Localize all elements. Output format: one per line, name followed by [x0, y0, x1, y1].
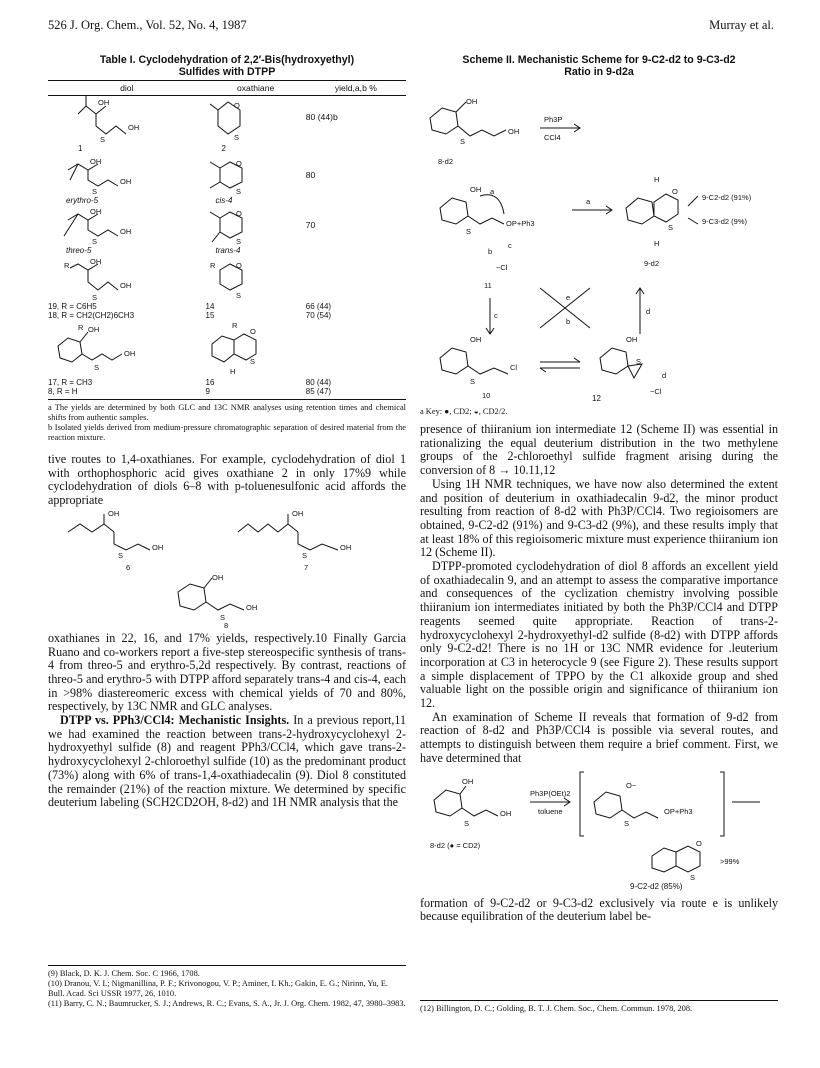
right-references	[420, 1000, 778, 1014]
svg-text:R: R	[64, 261, 70, 270]
diol-17-8-structure	[48, 320, 178, 376]
svg-text:OH: OH	[98, 98, 110, 107]
yield-cell: 70 (54)	[305, 311, 332, 320]
right-paragraph-5: formation of 9-C2-d2 or 9-C3-d2 exclusively via route e is unlikely because equilibration of the deuterium label be-	[420, 895, 778, 924]
oxathiane-14-15-structure	[206, 258, 266, 302]
reagent-ph3p: Ph3P	[544, 115, 563, 124]
diol-1-structure	[48, 96, 168, 144]
table-row	[48, 311, 406, 320]
svg-text:O: O	[235, 261, 242, 270]
section-heading: DTPP vs. PPh3/CCl4: Mechanistic Insights.	[60, 713, 290, 728]
yield-cell: 80 (44)	[305, 378, 332, 387]
reagent-ccl4: CCl4	[544, 133, 561, 142]
left-paragraph-1: tive routes to 1,4-oxathianes. For example, cyclodehydration of diol 1 with orthophosphoric acid gives oxathiane 2 in only 17%9 while cyclodehydration of diols 6–8 with p-toluenesulfonic acid affords the appropriate	[48, 452, 406, 508]
oxathiane-label: 15	[205, 311, 215, 320]
oxathiane-label: 16	[205, 378, 215, 387]
diol-label: 19, R = C6H5	[48, 302, 97, 311]
svg-text:S: S	[466, 227, 472, 236]
scheme2-footnote: a Key: ●, CD2; ◒, CD2/2.	[420, 407, 508, 416]
table-row	[48, 387, 406, 400]
diols-6-7-8-structures	[48, 508, 406, 628]
right-paragraph-2: Using 1H NMR techniques, we have now also determined the extent and position of deuterium in oxathiadecalin 9-d2, the minor product resulting from reaction of 8-d2 with Ph3P/CCl4. Two regioisomers are obtained, 9-C2-d2 (91%) and 9-C3-d2 (9%), and these results imply that at least 18% of this regioisomeric mixture must experience thiiranium ion 12 (Scheme II).	[420, 476, 778, 560]
svg-text:OH: OH	[462, 776, 474, 786]
oxathiane-label: 2	[221, 144, 226, 153]
svg-text:O: O	[235, 209, 242, 218]
svg-text:S: S	[668, 223, 674, 232]
svg-text:S: S	[690, 872, 696, 882]
left-paragraph-2: oxathianes in 22, 16, and 17% yields, respectively.10 Finally Garcia Ruano and co-workers report a five-step stereospecific synthesis of trans-4 from threo-5 and erythro-5,2d respectively. By contrast, reactions of threo-5 and erythro-5 with DTPP afford separately trans-4 and cis-4, each in >98% diastereomeric excess with chemical yields of 70 and 80%, respectively, by 13C NMR and GLC analyses.	[48, 630, 406, 714]
table-row	[48, 158, 406, 208]
svg-text:OH: OH	[470, 185, 482, 194]
svg-text:S: S	[624, 818, 630, 828]
svg-text:S: S	[302, 550, 308, 560]
col-header-yield: yield,a,b %	[306, 81, 406, 96]
svg-text:OH: OH	[124, 349, 136, 358]
right-paragraph-1: presence of thiiranium ion intermediate 12 (Scheme II) was essential in rationalizing the equal deuterium distribution in the two methylene groups of the 2-chloroethyl sulfide fragment arising during the conversion of 8 → 10.11,12	[420, 422, 778, 478]
col-header-oxathiane: oxathiane	[206, 81, 306, 96]
table1-title: Table I. Cyclodehydration of 2,2′-Bis(hydroxyethyl) Sulfides with DTPP	[99, 54, 355, 78]
svg-text:OH: OH	[120, 177, 132, 186]
page-citation: 526 J. Org. Chem., Vol. 52, No. 4, 1987	[48, 18, 247, 32]
label-8: 8	[224, 620, 229, 628]
svg-text:S: S	[235, 187, 241, 196]
solvent-toluene: toluene	[538, 806, 563, 816]
svg-text:S: S	[100, 135, 106, 144]
svg-text:O: O	[249, 327, 256, 336]
author-running-head: Murray et al.	[709, 18, 774, 32]
reference: (11) Barry, C. N.; Baumrucker, S. J.; Andrews, R. C.; Evans, S. A., Jr. J. Org. Chem. 1982, 47, 3980–3983.	[48, 999, 406, 1008]
svg-text:S: S	[464, 818, 470, 828]
svg-text:H: H	[229, 367, 235, 376]
svg-text:OH: OH	[466, 97, 478, 106]
svg-text:OH: OH	[90, 208, 102, 216]
table-row	[48, 302, 406, 311]
oxathiane-label: 14	[205, 302, 215, 311]
svg-text:c: c	[494, 311, 498, 320]
table-row	[48, 378, 406, 387]
label-6: 6	[126, 562, 131, 572]
svg-text:b: b	[488, 247, 493, 256]
svg-text:Cl: Cl	[510, 363, 518, 372]
label-11: 11	[484, 281, 492, 290]
chloride: −Cl	[496, 263, 508, 272]
scheme2-title: Scheme II. Mechanistic Scheme for 9-C2-d2 to 9-C3-d2 Ratio in 9-d2a	[462, 54, 736, 78]
left-references	[48, 965, 406, 1009]
diol-label: erythro-5	[66, 196, 99, 205]
table1-footnote-a: a The yields are determined by both GLC and 13C NMR analyses using retention times and chemical shifts from authentic samples.	[48, 403, 406, 422]
chloride: −Cl	[650, 387, 662, 396]
table1-footnote-b: b Isolated yields derived from medium-pressure chromatographic separation of desired material from the reaction mixture.	[48, 423, 406, 442]
ratio-c2: 9-C2-d2 (91%)	[702, 193, 752, 202]
svg-text:S: S	[92, 237, 98, 246]
yield-cell: 70	[305, 220, 316, 230]
ophph3-label: OP+Ph3	[506, 219, 535, 228]
svg-text:OH: OH	[90, 158, 102, 166]
reference: (9) Black, D. K. J. Chem. Soc. C 1966, 1708.	[48, 969, 200, 978]
svg-text:S: S	[118, 550, 124, 560]
svg-text:OH: OH	[120, 281, 132, 290]
svg-text:S: S	[235, 237, 241, 246]
table-row	[48, 96, 406, 159]
table1	[48, 80, 406, 400]
diol-label: 8, R = H	[48, 387, 78, 396]
oxathiane-label: cis-4	[215, 196, 233, 205]
threo-5-structure	[48, 208, 168, 246]
svg-text:OH: OH	[212, 572, 224, 582]
right-column	[420, 54, 778, 924]
svg-text:S: S	[235, 291, 241, 300]
svg-text:O: O	[672, 187, 678, 196]
svg-text:OH: OH	[508, 127, 520, 136]
svg-text:OH: OH	[120, 227, 132, 236]
svg-text:OP+Ph3: OP+Ph3	[664, 806, 693, 816]
svg-text:OH: OH	[90, 258, 102, 266]
svg-text:OH: OH	[500, 808, 512, 818]
table-row	[48, 258, 406, 302]
svg-text:S: S	[92, 187, 98, 196]
svg-text:H: H	[654, 175, 660, 184]
right-paragraph-4: An examination of Scheme II reveals that formation of 9-d2 from reaction of 8-d2 and Ph3P/CCl4 is possible via several routes, and attempts to distinguish between them require a brief comment. First, we have determined that	[420, 709, 778, 765]
svg-text:O−: O−	[626, 780, 637, 790]
svg-text:O: O	[233, 101, 240, 110]
svg-text:OH: OH	[246, 602, 258, 612]
label-9d2: 9-d2	[644, 259, 660, 268]
table-row	[48, 320, 406, 378]
right-paragraph-3: DTPP-promoted cyclodehydration of diol 8 affords an excellent yield of oxathiadecalin 9, and an attempt to assess the comparative importance and consequences of the cyclization chemistry involving possible thiiranium ion intermediates initiated by both the Ph3P/CCl4 and DTPP reagents seemed quite appropriate. Reaction of trans-2-hydroxycyclohexyl 2-hydroxyethyl-d2 sulfide (8-d2) with DTPP affords only 9-C2-d2! There is no 1H or 13C NMR evidence for .leuterium incorporation at C3 in heterocycle 9 (see Figure 2). These results support a simple displacement of TPPO by the C1 alkoxide group and shed valuable light on the possible origin and significance of thiiranium ion 12.	[420, 559, 778, 711]
svg-text:c: c	[508, 241, 512, 250]
yield-cell: 80 (44)b	[305, 112, 338, 122]
svg-text:e: e	[566, 293, 571, 302]
col-header-diol: diol	[48, 81, 206, 96]
svg-text:O: O	[235, 159, 242, 168]
svg-text:OH: OH	[128, 123, 140, 132]
svg-text:OH: OH	[152, 542, 164, 552]
oxathiane-label: trans-4	[215, 246, 241, 255]
reagent-dtpp: Ph3P(OEt)2	[530, 788, 571, 798]
svg-text:OH: OH	[292, 508, 304, 518]
yield-cell: 85 (47)	[305, 387, 332, 396]
svg-text:S: S	[220, 612, 226, 622]
svg-text:R: R	[231, 321, 237, 330]
svg-text:S: S	[460, 137, 466, 146]
label-8d2: 8-d2	[438, 157, 454, 166]
oxathiane-2-structure	[206, 96, 266, 144]
svg-text:S: S	[470, 377, 476, 386]
scheme2-diagram	[420, 78, 778, 398]
diol-label: 18, R = CH2(CH2)6CH3	[48, 311, 135, 320]
label-8d2-cd2: 8-d2 (● = CD2)	[430, 840, 481, 850]
table-row	[48, 208, 406, 258]
diol-label: threo-5	[66, 246, 92, 255]
svg-text:OH: OH	[108, 508, 120, 518]
yield-cell: 80	[305, 170, 316, 180]
svg-text:OH: OH	[340, 542, 352, 552]
label-12: 12	[592, 394, 601, 403]
svg-text:a: a	[490, 187, 495, 196]
diol-label: 17, R = CH3	[48, 378, 93, 387]
svg-text:R: R	[78, 323, 84, 332]
svg-text:S: S	[233, 133, 239, 142]
svg-text:a: a	[586, 197, 591, 206]
yield-cell: 66 (44)	[305, 302, 332, 311]
diol-label: 1	[78, 144, 83, 153]
svg-text:R: R	[209, 261, 215, 270]
svg-text:S: S	[249, 357, 255, 366]
svg-text:OH: OH	[470, 335, 482, 344]
svg-text:S: S	[92, 293, 98, 302]
svg-text:O: O	[696, 838, 702, 848]
oxathiane-16-9-structure	[206, 320, 276, 376]
label-7: 7	[304, 562, 309, 572]
svg-text:d: d	[646, 307, 651, 316]
oxathiane-label: 9	[205, 387, 210, 396]
diol-19-18-structure	[48, 258, 168, 302]
svg-text:H: H	[654, 239, 660, 248]
left-column	[48, 54, 406, 810]
label-10: 10	[482, 391, 491, 398]
svg-text:S: S	[94, 363, 100, 372]
yield-99: >99%	[720, 856, 740, 866]
trans-4-structure	[206, 208, 266, 246]
reference: (10) Dranou, V. I.; Nigmanillina, P. F.; Krivonogou, V. P.; Aminer, I. Kh.; Gakin, E. G.; Nirinn, Yu, E. Bull. Acad. Sci USSR 1977, 26, 1010.	[48, 979, 389, 998]
dtpp-scheme	[420, 766, 778, 884]
svg-text:b: b	[566, 317, 571, 326]
ratio-c3: 9-C3-d2 (9%)	[702, 217, 748, 226]
svg-text:OH: OH	[626, 335, 638, 344]
svg-text:OH: OH	[88, 325, 100, 334]
label-9-c2-d2: 9-C2-d2 (85%)	[630, 881, 683, 891]
left-paragraph-3: DTPP vs. PPh3/CCl4: Mechanistic Insights. In a previous report,11 we had examined the reaction between trans-2-hydroxycyclohexyl 2-hydroxyethyl sulfide (8) and reagent PPh3/CCl4, which gave trans-2-hydroxycyclohexyl 2-chloroethyl sulfide (10) as the predominant product (73%) along with 6% of trans-1,4-oxathiadecalin (9). Diol 8 constituted the remainder (21%) of the reaction mixture. We determined by specific deuterium labeling (SCH2CD2OH, 8-d2) and 1H NMR analysis that the	[48, 713, 407, 810]
reference: (12) Billington, D. C.; Golding, B. T. J. Chem. Soc., Chem. Commun. 1978, 208.	[420, 1004, 693, 1013]
erythro-5-structure	[48, 158, 168, 196]
cis-4-structure	[206, 158, 266, 196]
svg-text:d: d	[662, 371, 667, 380]
svg-text:S: S	[636, 357, 642, 366]
